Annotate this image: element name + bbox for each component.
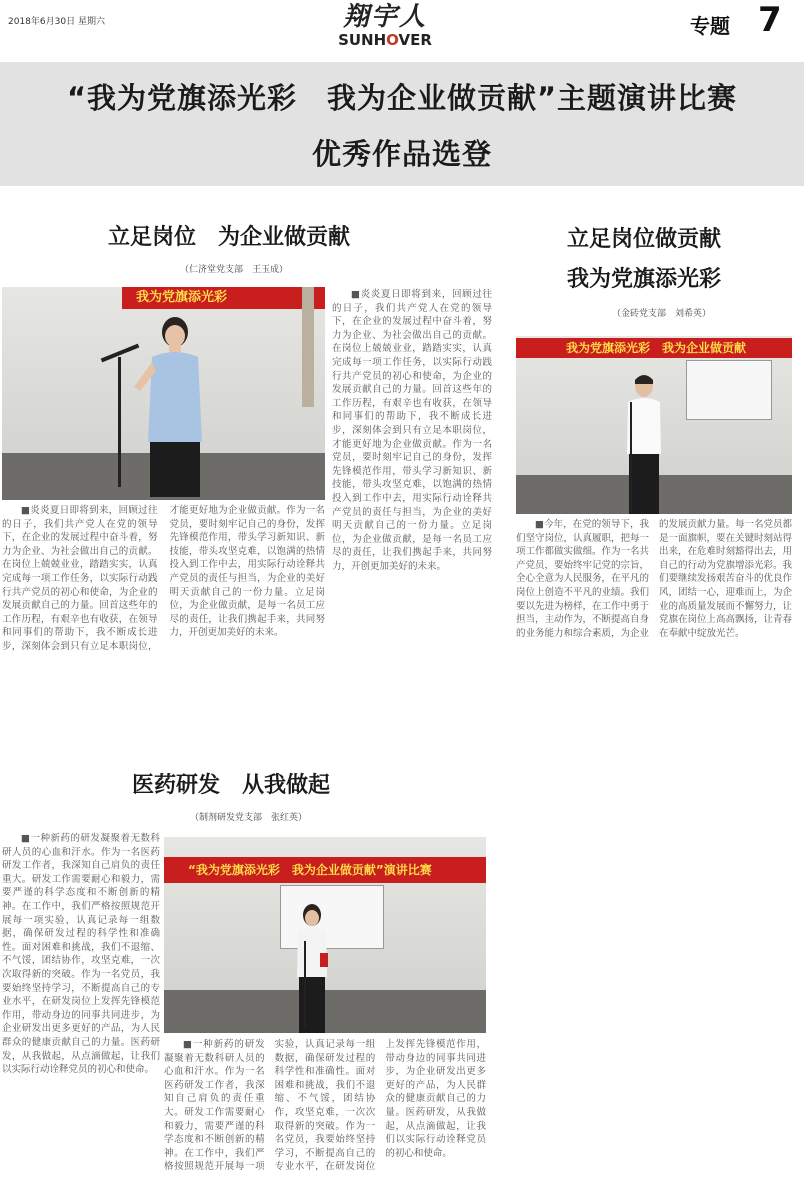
logo-en-suffix: VER [398, 31, 432, 49]
article-3-text: ■一种新药的研发凝聚着无数科研人员的心血和汗水。作为一名医药研发工作者，我深知自己肩负的责任重大。研发工作需要耐心和毅力，需要严谨的科学态度和不断创新的精神。在工作中，我们严格按照规范开展每一项实验，认真记录每一组数据，确保研发过程的科学性和准确性。面对困难和挑战，我们不退缩、不气馁，团结协作，攻坚克难，一次次取得新的突破。作为一名党员，我要始终坚持学习，不断提高自己的专业水平，在研发岗位上发挥先锋模范作用，带动身边的同事共同进步，为企业研发出更多更好的产品，为人民群众的健康贡献自己的力量。医药研发，从我做起，从点滴做起，让我们以实际行动诠释党员的初心和使命。 [2, 833, 160, 1076]
article-3-body [2, 832, 160, 1190]
speaker-figure [614, 372, 674, 514]
article-1-body-continued [332, 288, 492, 766]
logo-english [330, 32, 440, 48]
article-3-text-continued: ■一种新药的研发凝聚着无数科研人员的心血和汗水。作为一名医药研发工作者，我深知自己肩负的责任重大。研发工作需要耐心和毅力，需要严谨的科学态度和不断创新的精神。在工作中，我们严格按照规范开展每一项实验，认真记录每一组数据，确保研发过程的科学性和准确性。面对困难和挑战，我们不退缩、不气馁，团结协作，攻坚克难，一次次取得新的突破。作为一名党员，我要始终坚持学习，不断提高自己的专业水平，在研发岗位上发挥先锋模范作用，带动身边的同事共同进步，为企业研发出更多更好的产品，为人民群众的健康贡献自己的力量。医药研发，从我做起，从点滴做起，让我们以实际行动诠释党员的初心和使命。 [164, 1039, 486, 1173]
logo-en-prefix: SUNH [338, 31, 387, 49]
section-label: 专题 [690, 14, 730, 38]
article-2-title-line-2: 我为党旗添光彩 [567, 267, 722, 292]
article-2-photo [516, 336, 792, 514]
article-2-byline: （金砖党支部 刘希英） [612, 309, 712, 319]
article-1-text: ■炎炎夏日即将到来，回顾过往的日子，我们共产党人在党的领导下，在企业的发展过程中奋斗着，努力为企业、为社会做出自己的贡献。在岗位上兢兢业业，踏踏实实，认真完成每一项工作任务，以实际行动践行共产党员的初心和使命，为企业的发展贡献自己的力量。回首这些年的工作历程，有艰辛也有收获，在领导和同事们的帮助下，我不断成长进步，深刻体会到只有立足本职岗位，才能更好地为企业做贡献。作为一名党员，要时刻牢记自己的身份，发挥先锋模范作用，带头学习新知识、新技能，带头攻坚克难，以饱满的热情投入到工作中去，用实际行动诠释共产党员的责任与担当，为企业的美好明天贡献自己的一份力量。立足岗位，为企业做贡献，是每一名员工应尽的责任，让我们携起手来，共同努力，开创更加美好的未来。 [2, 505, 325, 652]
newspaper-logo [330, 2, 440, 48]
article-3-body-continued [164, 1038, 486, 1190]
article-1-title: 立足岗位 为企业做贡献 [108, 225, 351, 250]
article-1-body [2, 504, 325, 766]
logo-en-o: O [386, 31, 399, 49]
stage-banner: 我为党旗添光彩 我为企业做贡献 [516, 338, 792, 358]
article-3-byline: （制剂研发党支部 张红英） [190, 813, 308, 823]
article-2-body [516, 518, 792, 1190]
article-3-title: 医药研发 从我做起 [132, 773, 331, 798]
headline-line-2: 优秀作品选登 [311, 137, 492, 171]
article-1-text-continued: ■炎炎夏日即将到来，回顾过往的日子，我们共产党人在党的领导下，在企业的发展过程中奋斗着，努力为企业、为社会做出自己的贡献。在岗位上兢兢业业，踏踏实实，认真完成每一项工作任务，以实际行动践行共产党员的初心和使命，为企业的发展贡献自己的力量。回首这些年的工作历程，有艰辛也有收获，在领导和同事们的帮助下，我不断成长进步，深刻体会到只有立足本职岗位，才能更好地为企业做贡献。作为一名党员，要时刻牢记自己的身份，发挥先锋模范作用，带头学习新知识、新技能，带头攻坚克难，以饱满的热情投入到工作中去，用实际行动诠释共产党员的责任与担当，为企业的美好明天贡献自己的一份力量。立足岗位，为企业做贡献，是每一名员工应尽的责任，让我们携起手来，共同努力，开创更加美好的未来。 [332, 289, 492, 572]
logo-chinese: 翔宇人 [342, 2, 427, 32]
article-2-text: ■今年，在党的领导下，我们坚守岗位，认真履职，把每一项工作都做实做细。作为一名共产党员，要始终牢记党的宗旨，全心全意为人民服务，在平凡的岗位上创造不平凡的业绩。我们要以先进为榜样，在工作中勇于担当，主动作为，不断提高自身的业务能力和综合素质，为企业的发展贡献力量。每一名党员都是一面旗帜，要在关键时刻站得出来，在危难时刻豁得出去，用自己的行动为党旗增添光彩。我们要继续发扬艰苦奋斗的优良作风，团结一心，迎难而上，为企业的高质量发展而不懈努力，让党旗在岗位上高高飘扬，让青春在奉献中绽放光芒。 [516, 519, 792, 639]
headline-banner [0, 62, 804, 186]
masthead [0, 0, 804, 58]
issue-date: 2018年6月30日 星期六 [8, 17, 105, 27]
page-number: 7 [758, 0, 782, 40]
headline-line-1: “我为党旗添光彩 我为企业做贡献”主题演讲比赛 [66, 81, 738, 115]
stage-banner: 我为党旗添光彩 [122, 287, 325, 309]
stage-banner: “我为党旗添光彩 我为企业做贡献”演讲比赛 [164, 857, 486, 883]
article-2-title-line-1: 立足岗位做贡献 [567, 227, 722, 252]
speaker-figure [122, 307, 232, 497]
speaker-figure [282, 903, 342, 1033]
article-1-photo [2, 287, 325, 500]
article-3-photo [164, 837, 486, 1033]
article-1-byline: （仁济堂党支部 王玉成） [180, 265, 289, 275]
projection-screen [686, 360, 772, 420]
